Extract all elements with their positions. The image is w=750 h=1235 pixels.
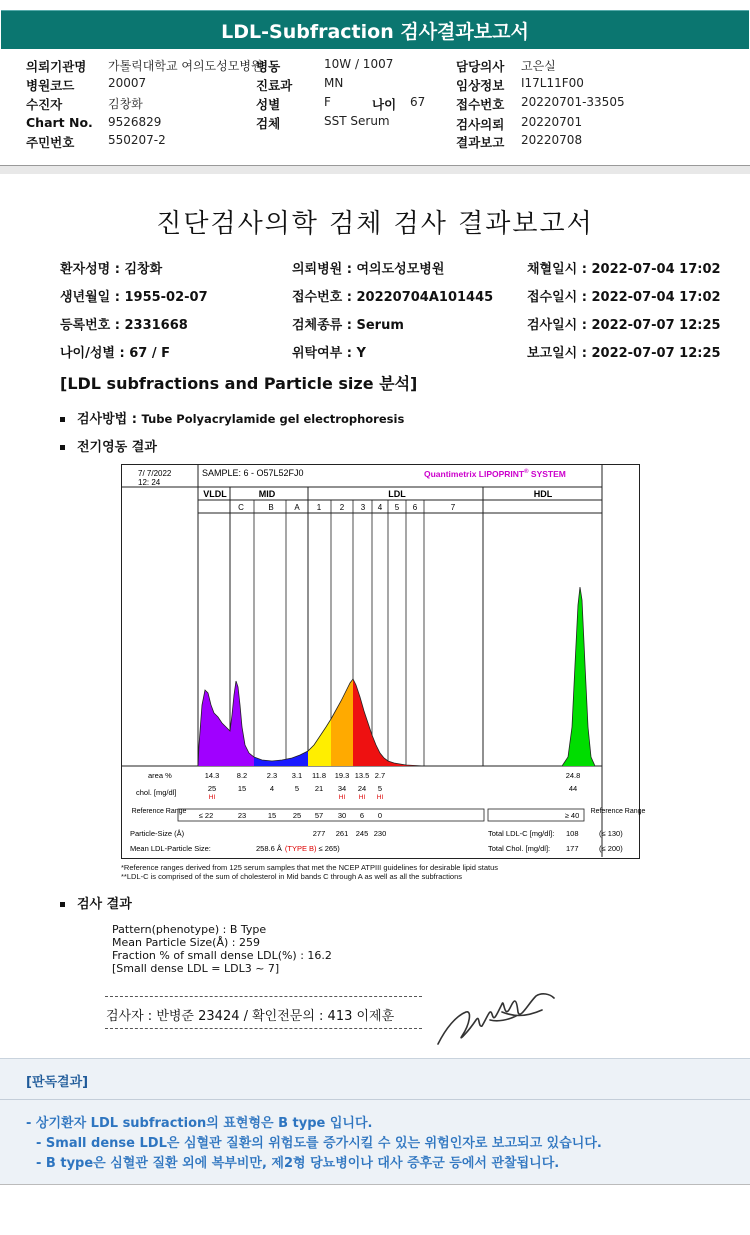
requesting-institution-value: 가톨릭대학교 여의도성모병원 bbox=[108, 59, 263, 73]
title-bar bbox=[0, 0, 750, 48]
page-title: LDL-Subfraction 검사결과보고서 bbox=[1, 10, 749, 49]
hdl-peak-fill bbox=[562, 587, 595, 766]
curve bbox=[198, 587, 595, 766]
reference-right-label: Reference Range bbox=[590, 808, 646, 815]
chol-value: 5 bbox=[377, 784, 383, 793]
chol-value: 15 bbox=[237, 784, 247, 793]
area-pct-value: 2.3 bbox=[266, 771, 278, 780]
result-heading bbox=[60, 893, 132, 912]
group-label-vldl: VLDL bbox=[203, 489, 227, 499]
reference-box-ldl bbox=[178, 809, 484, 821]
receipt-no-value: 20220701-33505 bbox=[521, 95, 625, 109]
ldl3-fill bbox=[353, 679, 424, 766]
age-sex: 나이/성별 : 67 / F bbox=[60, 346, 171, 361]
footnote-2: **LDL-C is comprised of the sum of cholesterol in Mid bands C through A as well as all the subfractions bbox=[121, 872, 463, 881]
values-table bbox=[199, 771, 581, 838]
result-label: 검사 결과 bbox=[77, 897, 132, 912]
hi-flag: HI bbox=[358, 794, 366, 801]
group-label-ldl: LDL bbox=[388, 489, 406, 499]
band-label-5: 5 bbox=[394, 503, 400, 512]
mean-particle-label: Mean LDL-Particle Size: bbox=[130, 844, 211, 853]
result-line: Pattern(phenotype) : B Type bbox=[112, 923, 267, 936]
mean-particle-text bbox=[256, 844, 340, 853]
total-ldl-ref: (≤ 130) bbox=[599, 829, 623, 838]
area-pct-value: 13.5 bbox=[354, 771, 370, 780]
area-pct-value: 8.2 bbox=[236, 771, 248, 780]
section-title: [LDL subfractions and Particle size 분석] bbox=[60, 374, 418, 393]
chol-value: 4 bbox=[269, 784, 275, 793]
test-request-value: 20220701 bbox=[521, 115, 583, 129]
bullet-icon bbox=[60, 902, 65, 907]
signature-scribble bbox=[432, 986, 562, 1052]
specimen-value: SST Serum bbox=[324, 114, 390, 128]
band-label-4: 4 bbox=[377, 503, 383, 512]
interpretation-divider bbox=[0, 1099, 750, 1100]
particle-size-value: 261 bbox=[335, 829, 349, 838]
doctor-value: 고은실 bbox=[521, 59, 556, 73]
interpretation-header: [판독결과] bbox=[26, 1075, 89, 1090]
specimen-type: 검체종류 : Serum bbox=[292, 318, 404, 333]
particle-size-value: 230 bbox=[373, 829, 387, 838]
chol-value: 34 bbox=[337, 784, 347, 793]
electrophoresis-chart bbox=[121, 464, 646, 859]
result-report-value: 20220708 bbox=[521, 133, 583, 147]
rrn-value: 550207-2 bbox=[108, 133, 166, 147]
ward-value: 10W / 1007 bbox=[324, 57, 394, 71]
test-request-label: 검사의뢰 bbox=[456, 117, 505, 132]
interpretation-line: - B type은 심혈관 질환 외에 복부비만, 제2형 당뇨병이나 대사 증후군 등에서 관찰됩니다. bbox=[36, 1156, 560, 1171]
group-label-hdl: HDL bbox=[533, 489, 553, 499]
signature-text: 검사자 : 반병준 23424 / 확인전문의 : 413 이제훈 bbox=[106, 1009, 395, 1024]
band-label-a: A bbox=[294, 503, 300, 512]
accession-number: 접수번호 : 20220704A101445 bbox=[292, 290, 494, 305]
age-label: 나이 bbox=[372, 97, 397, 112]
mean-ref: ≤ 265) bbox=[318, 844, 340, 853]
band-label-3: 3 bbox=[360, 503, 366, 512]
total-chol-value: 177 bbox=[566, 844, 579, 853]
chart-time: 12: 24 bbox=[138, 478, 161, 487]
report-document bbox=[0, 174, 750, 1054]
ldl2-overlay-fill bbox=[331, 679, 353, 766]
outsourced-flag: 위탁여부 : Y bbox=[292, 346, 366, 361]
band-label-6: 6 bbox=[412, 503, 418, 512]
hospital-code-label: 병원코드 bbox=[26, 78, 75, 93]
receipt-no-label: 접수번호 bbox=[456, 97, 505, 112]
requesting-institution-label: 의뢰기관명 bbox=[26, 59, 87, 74]
clinical-info-value: I17L11F00 bbox=[521, 76, 584, 90]
area-pct-value: 2.7 bbox=[374, 771, 386, 780]
reference-value: 30 bbox=[337, 811, 347, 820]
report-date: 보고일시 : 2022-07-07 12:25 bbox=[527, 346, 721, 361]
reference-value: ≤ 22 bbox=[198, 811, 214, 820]
system-name: Quantimetrix LIPOPRINT bbox=[424, 469, 525, 479]
received-date: 접수일시 : 2022-07-04 17:02 bbox=[527, 290, 721, 305]
electrophoresis-heading bbox=[60, 436, 157, 455]
sex-label: 성별 bbox=[256, 97, 281, 112]
chol-value: 44 bbox=[568, 784, 578, 793]
clinical-info-label: 임상정보 bbox=[456, 78, 505, 93]
interpretation-line: - Small dense LDL은 심혈관 질환의 위험도를 증가시킬 수 있는 위험인자로 보고되고 있습니다. bbox=[36, 1136, 602, 1151]
result-line: Fraction % of small dense LDL(%) : 16.2 bbox=[112, 949, 332, 962]
area-pct-value: 24.8 bbox=[565, 771, 581, 780]
area-pct-value: 11.8 bbox=[311, 771, 327, 780]
method-label: 검사방법 : bbox=[77, 412, 142, 427]
dept-label: 진료과 bbox=[256, 78, 293, 93]
patient-info-block bbox=[0, 50, 750, 165]
hi-flag: HI bbox=[376, 794, 384, 801]
mean-particle-value: 258.6 Å bbox=[256, 844, 282, 853]
method-line bbox=[60, 408, 404, 427]
result-line: Mean Particle Size(Å) : 259 bbox=[112, 936, 260, 949]
result-line: [Small dense LDL = LDL3 ~ 7] bbox=[112, 962, 280, 975]
referring-hospital: 의뢰병원 : 여의도성모병원 bbox=[292, 262, 445, 277]
system-registered-mark: ® bbox=[524, 469, 529, 475]
particle-size-value: 277 bbox=[312, 829, 326, 838]
hospital-code-value: 20007 bbox=[108, 76, 147, 90]
chart-svg bbox=[122, 465, 646, 858]
reference-value: 23 bbox=[237, 811, 247, 820]
chart-date: 7/ 7/2022 bbox=[138, 469, 172, 478]
band-label-c: C bbox=[238, 503, 244, 512]
bullet-icon bbox=[60, 445, 65, 450]
chol-value: 24 bbox=[357, 784, 367, 793]
area-pct-value: 19.3 bbox=[334, 771, 350, 780]
separator-band bbox=[0, 166, 750, 174]
result-report-label: 결과보고 bbox=[456, 135, 505, 150]
particle-size-label: Particle-Size (Å) bbox=[130, 829, 185, 838]
examinee-label: 수진자 bbox=[26, 97, 63, 112]
chol-value: 25 bbox=[207, 784, 217, 793]
electrophoresis-label: 전기영동 결과 bbox=[77, 440, 157, 455]
patient-name: 환자성명 : 김창화 bbox=[60, 262, 163, 277]
total-ldl-label: Total LDL-C [mg/dl]: bbox=[488, 829, 555, 838]
bullet-icon bbox=[60, 417, 65, 422]
ldl1-fill bbox=[308, 719, 331, 766]
reference-value: 6 bbox=[359, 811, 365, 820]
total-ldl-value: 108 bbox=[566, 829, 579, 838]
mean-type: (TYPE B) bbox=[284, 844, 317, 853]
chart-no-value: 9526829 bbox=[108, 115, 162, 129]
area-pct-value: 14.3 bbox=[204, 771, 220, 780]
signature-rule-bottom bbox=[105, 1028, 422, 1029]
chol-value: 5 bbox=[294, 784, 300, 793]
reference-value: 25 bbox=[292, 811, 302, 820]
band-label-2: 2 bbox=[339, 503, 345, 512]
reference-row-label: Reference Range bbox=[131, 808, 187, 815]
registration-number: 등록번호 : 2331668 bbox=[60, 318, 188, 333]
chart-sample: SAMPLE: 6 - O57L52FJ0 bbox=[202, 468, 304, 478]
method-value: Tube Polyacrylamide gel electrophoresis bbox=[141, 412, 405, 426]
total-chol-label: Total Chol. [mg/dl]: bbox=[488, 844, 551, 853]
area-pct-value: 3.1 bbox=[291, 771, 303, 780]
report-title: 진단검사의학 검체 검사 결과보고서 bbox=[156, 209, 594, 239]
test-date: 검사일시 : 2022-07-07 12:25 bbox=[527, 318, 721, 333]
group-label-mid: MID bbox=[258, 489, 276, 499]
dept-value: MN bbox=[324, 76, 344, 90]
system-label bbox=[424, 468, 566, 479]
reference-value: 15 bbox=[267, 811, 277, 820]
hi-flag: HI bbox=[208, 794, 216, 801]
particle-size-value: 245 bbox=[355, 829, 369, 838]
signature-rule-top bbox=[105, 996, 422, 997]
footnote-1: *Reference ranges derived from 125 serum samples that met the NCEP ATPIII guidelines for desirable lipid status bbox=[121, 863, 498, 872]
mid-fill bbox=[254, 751, 308, 766]
ward-label: 병동 bbox=[256, 59, 281, 74]
interpretation-panel bbox=[0, 1058, 750, 1185]
band-label-7: 7 bbox=[450, 503, 456, 512]
examinee-value: 김창화 bbox=[108, 97, 143, 111]
specimen-label: 검체 bbox=[256, 116, 281, 131]
chol-row-label: chol. [mg/dl] bbox=[136, 788, 177, 797]
age-value: 67 bbox=[410, 95, 426, 109]
area-row-label: area % bbox=[148, 771, 172, 780]
sex-value: F bbox=[324, 95, 331, 109]
reference-value: 0 bbox=[377, 811, 383, 820]
chart-no-label: Chart No. bbox=[26, 115, 93, 130]
rrn-label: 주민번호 bbox=[26, 135, 75, 150]
band-label-b: B bbox=[268, 503, 274, 512]
system-suffix: SYSTEM bbox=[528, 469, 566, 479]
chol-value: 21 bbox=[314, 784, 324, 793]
band-label-1: 1 bbox=[316, 503, 322, 512]
interpretation-line: - 상기환자 LDL subfraction의 표현형은 B type 입니다. bbox=[26, 1116, 373, 1131]
total-chol-ref: (≤ 200) bbox=[599, 844, 623, 853]
reference-value: ≥ 40 bbox=[564, 811, 580, 820]
date-of-birth: 생년월일 : 1955-02-07 bbox=[60, 290, 208, 305]
doctor-label: 담당의사 bbox=[456, 59, 505, 74]
hi-flag: HI bbox=[338, 794, 346, 801]
reference-value: 57 bbox=[314, 811, 324, 820]
collection-date: 채혈일시 : 2022-07-04 17:02 bbox=[527, 262, 721, 277]
